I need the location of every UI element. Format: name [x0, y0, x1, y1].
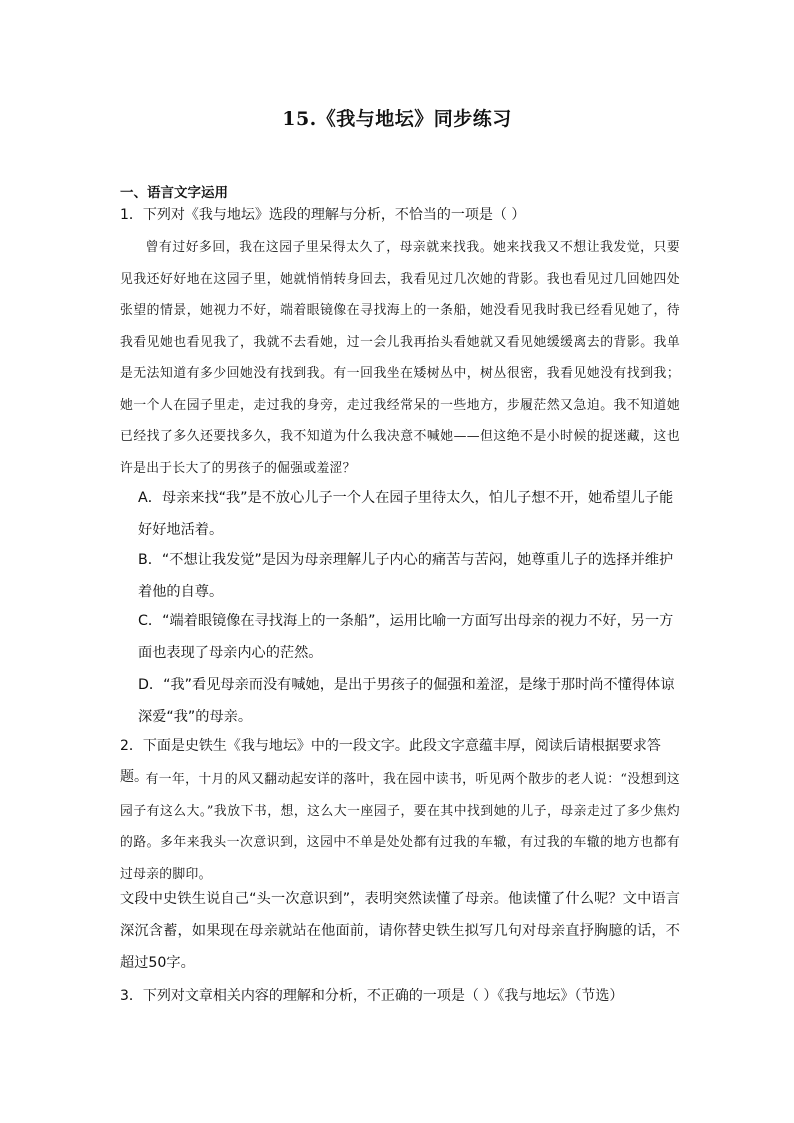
question-2-task: 文段中史铁生说自己“头一次意识到”，表明突然读懂了母亲。他读懂了什么呢？文中语言深沉含蓄，如果现在母亲就站在他面前，请你替史铁生拟写几句对母亲直抒胸臆的话，不超过50字。	[120, 891, 680, 971]
question-2-passage: 有一年，十月的风又翻动起安详的落叶，我在园中读书，听见两个散步的老人说：“没想到这园子有这么大。”我放下书，想，这么大一座园子，要在其中找到她的儿子，母亲走过了多少焦灼的路。多年来我头一次意识到，这园中不单是处处都有过我的车辙，有过我的车辙的地方也都有过母亲的脚印。	[120, 772, 680, 882]
page-title: 15.《我与地坛》同步练习	[282, 108, 512, 130]
question-3-stem: 3．下列对文章相关内容的理解和分析，不正确的一项是（ ）《我与地坛》（节选）	[120, 988, 624, 1004]
question-1-option-c: C．“端着眼镜像在寻找海上的一条船”，运用比喻一方面写出母亲的视力不好，另一方面也表现了母亲内心的茫然。	[138, 613, 674, 661]
question-1-option-a: A．母亲来找“我”是不放心儿子一个人在园子里待太久，怕儿子想不开，她希望儿子能好好地活着。	[138, 490, 674, 538]
question-1-passage: 曾有过好多回，我在这园子里呆得太久了，母亲就来找我。她来找我又不想让我发觉，只要见我还好好地在这园子里，她就悄悄转身回去，我看见过几次她的背影。我也看见过几回她四处张望的情景，她视力不好，端着眼镜像在寻找海上的一条船，她没看见我时我已经看见她了，待我看见她也看见我了，我就不去看她，过一会儿我再抬头看她就又看见她缓缓离去的背影。我单是无法知道有多少回她没有找到我。有一回我坐在矮树丛中，树丛很密，我看见她没有找到我；她一个人在园子里走，走过我的身旁，走过我经常呆的一些地方，步履茫然又急迫。我不知道她已经找了多久还要找多久，我不知道为什么我决意不喊她——但这绝不是小时候的捉迷藏，这也许是出于长大了的男孩子的倔强或羞涩？	[120, 240, 680, 476]
question-1-option-d: D．“我”看见母亲而没有喊她，是出于男孩子的倔强和羞涩，是缘于那时尚不懂得体谅深爱“我”的母亲。	[138, 677, 675, 725]
section-heading: 一、语言文字运用	[120, 185, 228, 201]
question-1-option-b: B．“不想让我发觉”是因为母亲理解儿子内心的痛苦与苦闷，她尊重儿子的选择并维护着他的自尊。	[138, 552, 674, 600]
question-2-stem: 2．下面是史铁生《我与地坛》中的一段文字。此段文字意蕴丰厚，阅读后请根据要求答题。	[120, 738, 661, 785]
question-1-stem: 1．下列对《我与地坛》选段的理解与分析，不恰当的一项是（ ）	[120, 207, 526, 223]
